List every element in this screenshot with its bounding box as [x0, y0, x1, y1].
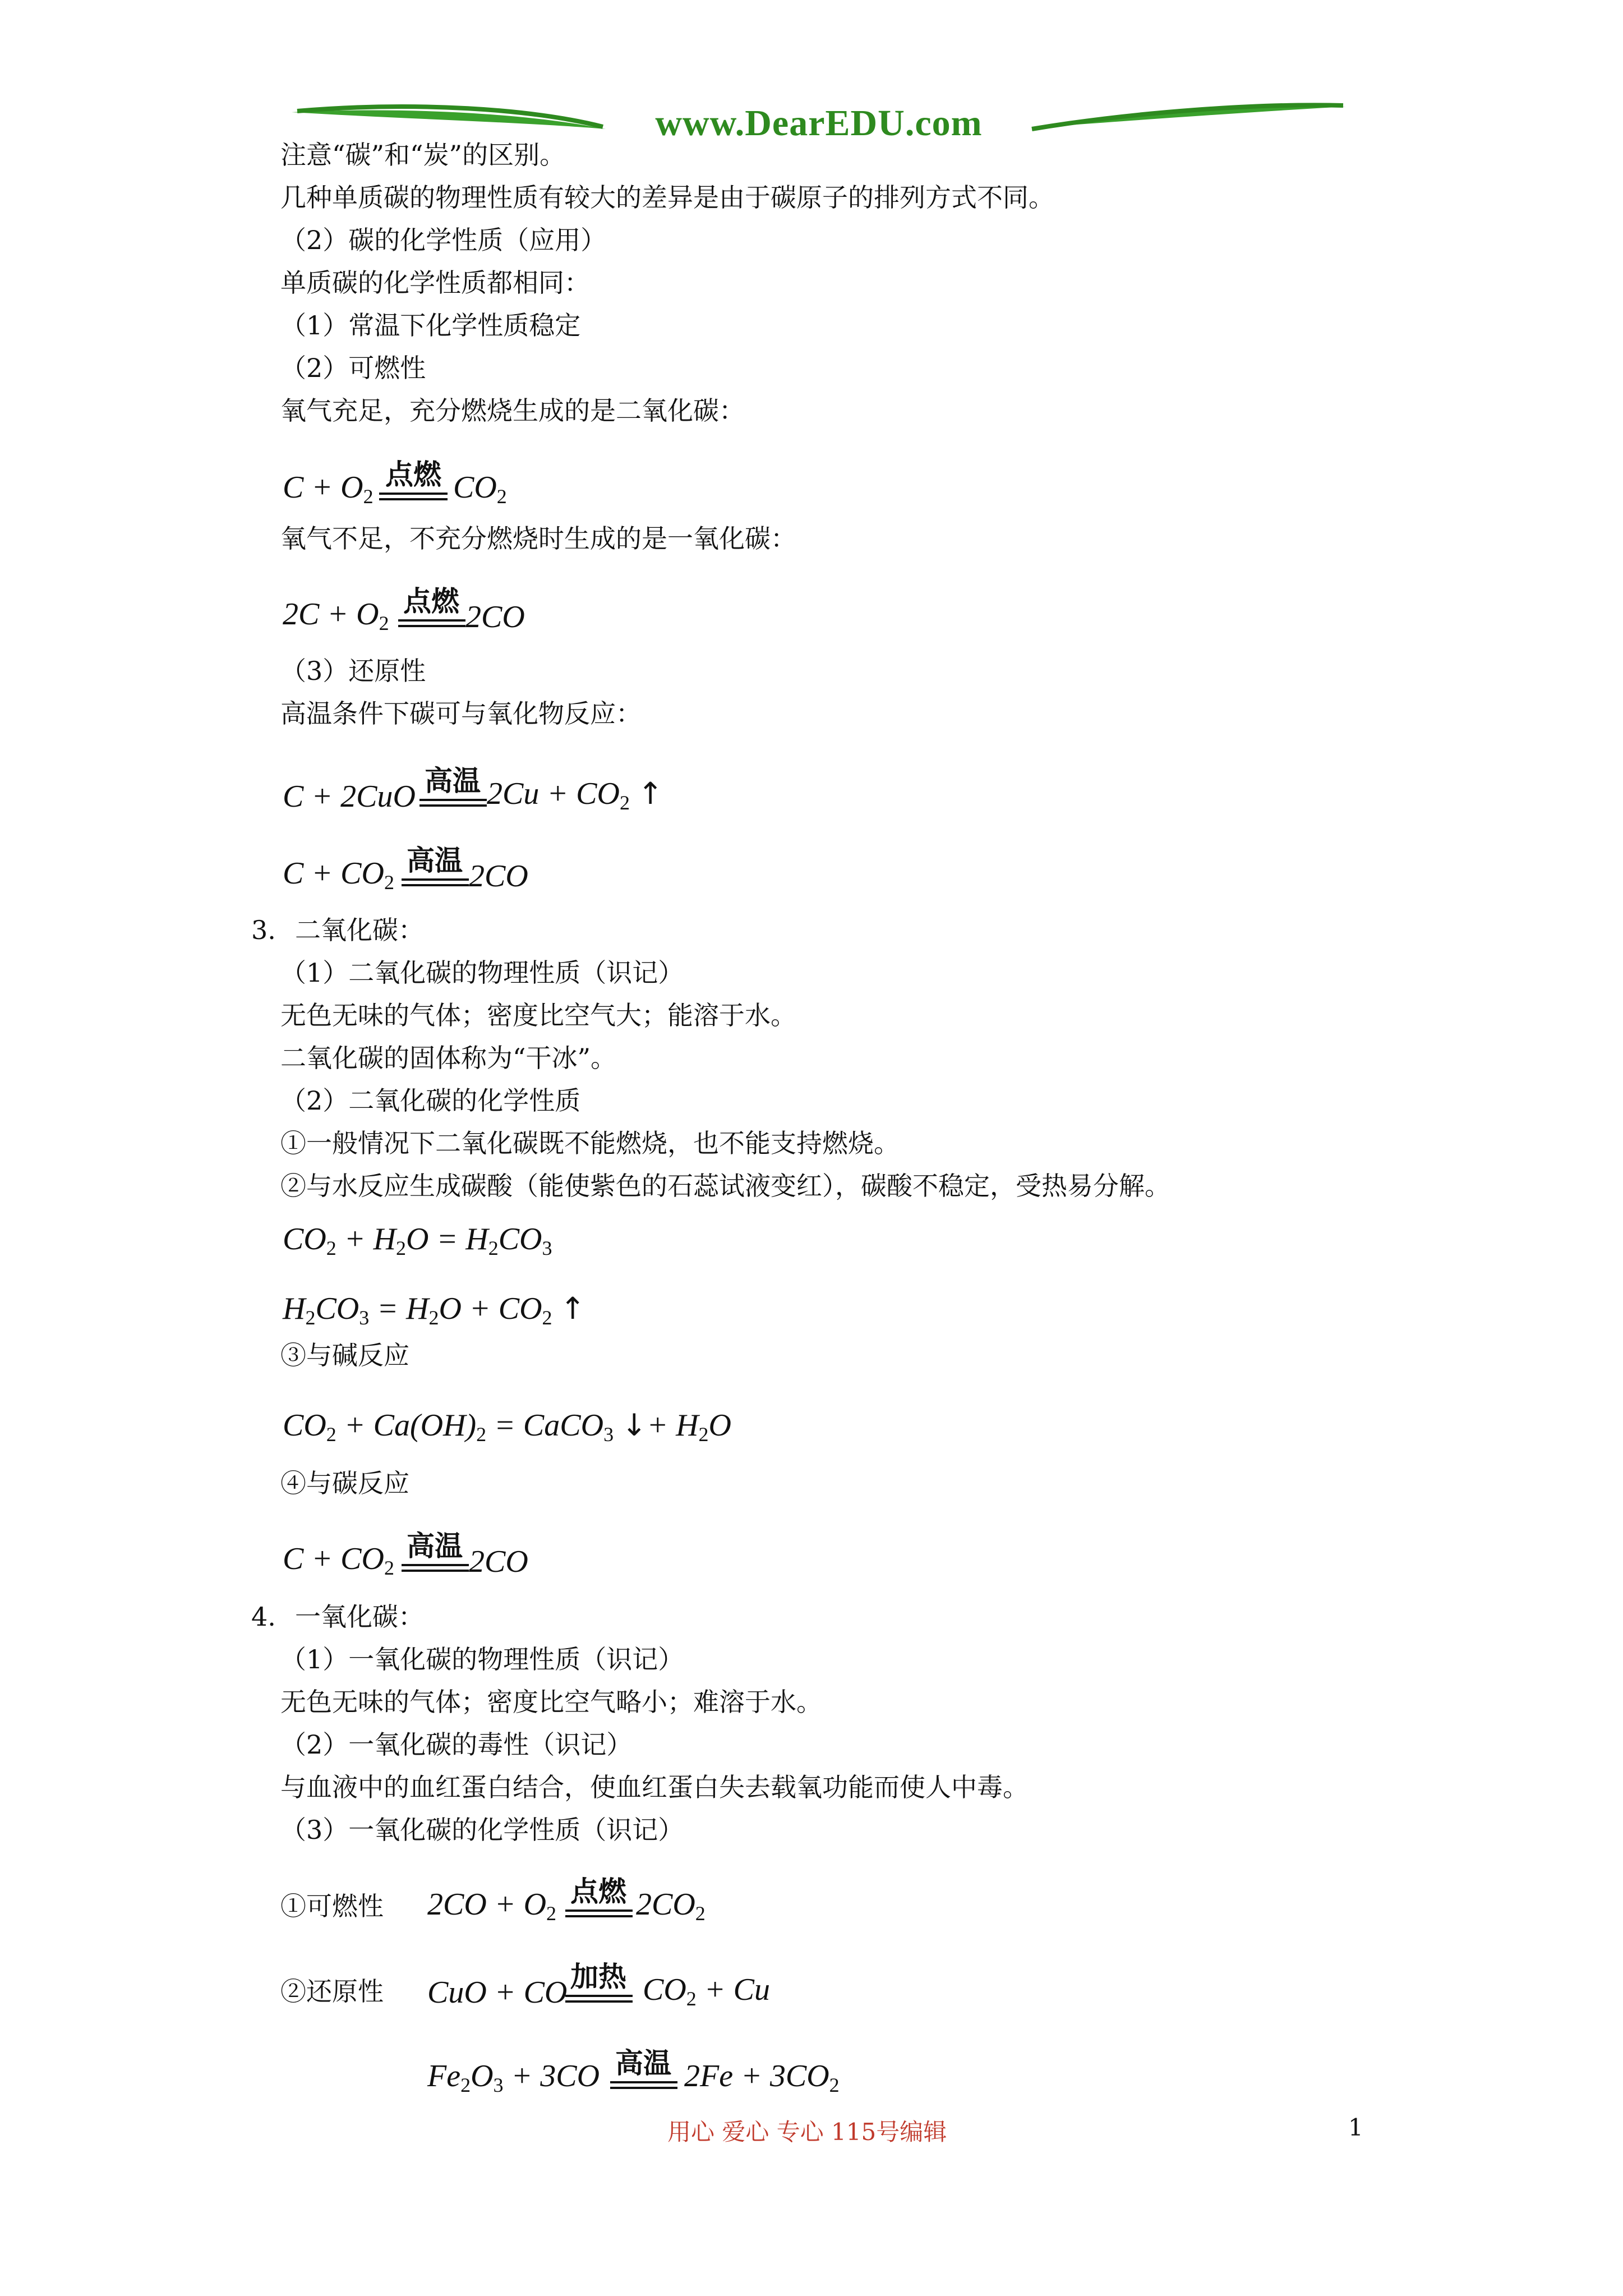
text-line: ③与碱反应 [280, 1340, 409, 1370]
equation-c-incomplete-combustion: $2C + O_2$ 点燃 2CO [283, 570, 574, 643]
section-number: 3. [251, 915, 276, 945]
equation-carbonic-acid-decompose: $H_2CO_3 = H_2O + CO_2$ ↑ [283, 1291, 585, 1329]
text-line: 无色无味的气体；密度比空气大；能溶于水。 [280, 1000, 796, 1030]
text-line: 注意“碳”和“炭”的区别。 [280, 140, 566, 170]
text-line: （2）碳的化学性质（应用） [280, 225, 607, 255]
text-line: ②与水反应生成碳酸（能使紫色的石蕊试液变红），碳酸不稳定，受热易分解。 [280, 1171, 1170, 1201]
text-line: 几种单质碳的物理性质有较大的差异是由于碳原子的排列方式不同。 [280, 182, 1054, 213]
condition-label: 高温 [407, 844, 463, 877]
text-line: （1）常温下化学性质稳定 [280, 310, 581, 341]
site-url: www.DearEDU.com [655, 103, 983, 144]
text-line: （2）一氧化碳的毒性（识记） [280, 1729, 633, 1760]
text-line: 氧气充足，充分燃烧生成的是二氧化碳： [280, 395, 745, 426]
condition-label: 加热 [570, 1961, 626, 1993]
footer-text: 用心 爱心 专心 115号编辑 [667, 2118, 947, 2146]
text-line: ②还原性 [280, 1976, 384, 2007]
text-line: （2）可燃性 [280, 353, 426, 383]
text-line: ④与碳反应 [280, 1468, 409, 1498]
equation-co2-water: $CO_2 + H_2O = H_2CO_3$ [283, 1222, 552, 1259]
gas-up-arrow-icon: ↑ [637, 776, 663, 811]
condition-label: 高温 [425, 765, 481, 797]
equation-c-co2: $C + CO_2$ 高温 2CO [283, 829, 574, 902]
text-line: 无色无味的气体；密度比空气略小；难溶于水。 [280, 1687, 822, 1717]
equation-co2-limewater: $CO_2 + Ca(OH)_2$ = CaCO$_3$ ↓+ $H_2O$ [283, 1407, 731, 1446]
text-line: ①可燃性 [280, 1891, 384, 1921]
text-line: 氧气不足，不充分燃烧时生成的是一氧化碳： [280, 523, 796, 554]
equation-co-cuo: CuO + CO 加热 $CO_2 + Cu$ [427, 1945, 876, 2018]
equation-co-fe2o3: $Fe_2O_3 + 3CO$ 高温 $2Fe + 3CO_2$ [427, 2032, 932, 2105]
section-title: 一氧化碳： [295, 1602, 424, 1632]
text-line: 二氧化碳的固体称为“干冰”。 [280, 1043, 617, 1073]
equation-co-combustion: $2CO + O_2$ 点燃 $2CO_2$ [427, 1860, 820, 1933]
text-line: （1）一氧化碳的物理性质（识记） [280, 1644, 684, 1674]
text-line: （3）还原性 [280, 656, 426, 686]
text-line: （3）一氧化碳的化学性质（识记） [280, 1815, 684, 1845]
condition-label: 点燃 [570, 1875, 626, 1908]
text-line: 单质碳的化学性质都相同： [280, 268, 590, 298]
equation-c-combustion: $C + O_2$ 点燃 $CO_2$ [283, 443, 563, 516]
precipitate-down-arrow-icon: ↓ [621, 1407, 647, 1443]
text-line: （2）二氧化碳的化学性质 [280, 1085, 581, 1116]
equation-co2-carbon: $C + CO_2$ 高温 2CO [283, 1515, 574, 1588]
condition-label: 高温 [615, 2047, 671, 2079]
text-line: ①一般情况下二氧化碳既不能燃烧，也不能支持燃烧。 [280, 1128, 900, 1158]
text-line: 与血液中的血红蛋白结合，使血红蛋白失去载氧功能而使人中毒。 [280, 1772, 1029, 1802]
condition-label: 高温 [407, 1530, 463, 1562]
section-number: 4. [251, 1602, 276, 1632]
condition-label: 点燃 [403, 585, 459, 618]
section-title: 二氧化碳： [295, 915, 424, 945]
equation-c-cuo: C + 2CuO 高温 $2Cu + CO_2$ ↑ [283, 749, 731, 822]
text-line: 高温条件下碳可与氧化物反应： [280, 698, 642, 729]
text-line: （1）二氧化碳的物理性质（识记） [280, 958, 684, 988]
condition-label: 点燃 [385, 458, 441, 491]
page-number: 1 [1348, 2114, 1363, 2141]
gas-up-arrow-icon: ↑ [560, 1291, 585, 1326]
